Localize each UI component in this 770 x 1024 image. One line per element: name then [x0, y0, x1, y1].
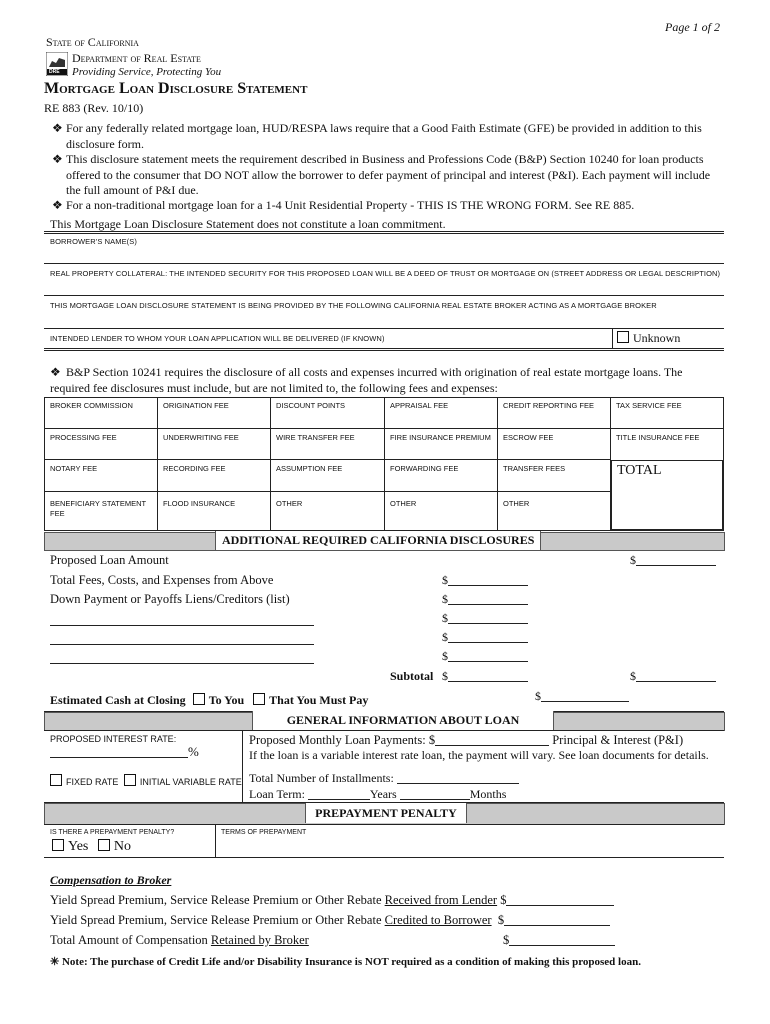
loan-term-label: Loan Term:: [249, 787, 305, 801]
fee-title-insurance[interactable]: TITLE INSURANCE FEE: [616, 433, 700, 442]
checkbox-icon: [617, 331, 629, 343]
subtotal-amount[interactable]: $: [442, 669, 528, 684]
rate-type: [50, 774, 242, 787]
fee-other-1[interactable]: OTHER: [276, 499, 303, 508]
is-there-penalty-label: IS THERE A PREPAYMENT PENALTY?: [50, 829, 175, 836]
borrower-label: BORROWER'S NAME(S): [50, 237, 137, 246]
total-fees-amount[interactable]: $: [442, 573, 528, 588]
form-number: RE 883 (Rev. 10/10): [44, 101, 144, 115]
fee-assumption[interactable]: ASSUMPTION FEE: [276, 464, 343, 473]
yes-checkbox[interactable]: [52, 839, 64, 851]
fee-other-2[interactable]: OTHER: [390, 499, 417, 508]
percent-sign: %: [188, 744, 199, 759]
fee-flood-insurance[interactable]: FLOOD INSURANCE: [163, 499, 236, 508]
borrower-field[interactable]: [44, 248, 724, 262]
bullet-3: ❖ For a non-traditional mortgage loan for a 1-4 Unit Residential Property - THIS IS THE WRONG FORM. See RE 885.: [52, 198, 635, 212]
prepayment-heading: PREPAYMENT PENALTY: [305, 803, 467, 823]
comp-field-3[interactable]: $: [503, 933, 615, 948]
creditor-amount-3[interactable]: $: [442, 649, 528, 664]
comp-line-2: Yield Spread Premium, Service Release Premium or Other Rebate Credited to Borrower $: [50, 913, 610, 928]
monthly-payments[interactable]: [249, 733, 683, 748]
compensation-heading: Compensation to Broker: [50, 873, 172, 887]
general-heading: GENERAL INFORMATION ABOUT LOAN: [252, 711, 554, 730]
comp-line-1: Yield Spread Premium, Service Release Premium or Other Rebate Received from Lender $: [50, 893, 614, 908]
collateral-field[interactable]: [44, 280, 724, 294]
variable-rate-checkbox[interactable]: [124, 774, 136, 786]
yes-label: Yes: [68, 839, 89, 854]
insurance-note: ✳ Note: The purchase of Credit Life and/or Disability Insurance is NOT required as a condition of making this proposed loan.: [50, 956, 641, 968]
total-fees-label: Total Fees, Costs, and Expenses from Above: [50, 573, 274, 587]
creditor-line-1[interactable]: [50, 625, 314, 626]
creditor-amount-1[interactable]: $: [442, 611, 528, 626]
creditor-line-2[interactable]: [50, 644, 314, 645]
fee-appraisal[interactable]: APPRAISAL FEE: [390, 401, 449, 410]
department-name: Department of Real Estate: [72, 51, 201, 65]
fee-beneficiary-statement[interactable]: BENEFICIARY STATEMENT FEE: [50, 499, 146, 518]
bullet-icon: ❖: [52, 152, 63, 166]
unknown-label: Unknown: [633, 331, 681, 345]
fee-forwarding[interactable]: FORWARDING FEE: [390, 464, 459, 473]
interest-rate-label: PROPOSED INTEREST RATE:: [50, 734, 177, 744]
form-title: Mortgage Loan Disclosure Statement: [44, 80, 308, 97]
penalty-options: [52, 839, 131, 855]
fee-recording[interactable]: RECORDING FEE: [163, 464, 226, 473]
estimated-cash-amount[interactable]: $: [535, 689, 629, 704]
months-label: Months: [469, 787, 507, 801]
subtotal-right-amount[interactable]: $: [630, 669, 716, 684]
installments[interactable]: [249, 771, 519, 786]
fee-origination[interactable]: ORIGINATION FEE: [163, 401, 229, 410]
fee-processing[interactable]: PROCESSING FEE: [50, 433, 117, 442]
fixed-rate-label: FIXED RATE: [66, 777, 119, 787]
fee-underwriting[interactable]: UNDERWRITING FEE: [163, 433, 239, 442]
terms-prepayment-label: TERMS OF PREPAYMENT: [221, 829, 307, 836]
loan-term[interactable]: [249, 787, 506, 802]
lender-label: INTENDED LENDER TO WHOM YOUR LOAN APPLICATION WILL BE DELIVERED (IF KNOWN): [50, 334, 385, 343]
variable-note: If the loan is a variable interest rate loan, the payment will vary. See loan documents for details.: [249, 748, 709, 762]
total-label: TOTAL: [617, 463, 662, 478]
fixed-rate-checkbox[interactable]: [50, 774, 62, 786]
interest-rate-field[interactable]: [50, 744, 199, 760]
dre-logo: [46, 52, 68, 76]
subtotal-label: Subtotal: [390, 669, 434, 683]
comp-field-2[interactable]: [504, 913, 610, 926]
tagline: Providing Service, Protecting You: [72, 66, 222, 78]
fee-credit-reporting[interactable]: CREDIT REPORTING FEE: [503, 401, 594, 410]
collateral-label: REAL PROPERTY COLLATERAL: THE INTENDED SECURITY FOR THIS PROPOSED LOAN WILL BE A DEED OF TRUST OR MORTGAGE ON (STREET ADDRESS OR LEGAL DESCRIPTION): [50, 269, 721, 278]
fee-other-3[interactable]: OTHER: [503, 499, 530, 508]
installments-label: Total Number of Installments:: [249, 771, 394, 785]
fee-transfer[interactable]: TRANSFER FEES: [503, 464, 566, 473]
comp-field-1[interactable]: [506, 893, 614, 906]
proposed-loan-label: Proposed Loan Amount: [50, 553, 169, 567]
fee-notary[interactable]: NOTARY FEE: [50, 464, 98, 473]
down-payment-label: Down Payment or Payoffs Liens/Creditors (list): [50, 592, 290, 606]
creditor-line-3[interactable]: [50, 663, 314, 664]
no-label: No: [113, 839, 131, 854]
not-commitment: This Mortgage Loan Disclosure Statement does not constitute a loan commitment.: [50, 217, 446, 231]
bullet-icon: ❖: [50, 365, 61, 379]
bullet-icon: ❖: [52, 198, 63, 212]
variable-rate-label: INITIAL VARIABLE RATE: [139, 777, 242, 787]
monthly-payments-label: Proposed Monthly Loan Payments: $: [249, 733, 436, 747]
asterisk-icon: ✳: [50, 956, 60, 968]
logo-text: DRE: [49, 69, 60, 75]
you-must-pay-label: That You Must Pay: [269, 693, 369, 707]
fee-fire-insurance[interactable]: FIRE INSURANCE PREMIUM: [390, 433, 491, 442]
no-checkbox[interactable]: [98, 839, 110, 851]
years-label: Years: [369, 787, 397, 801]
additional-heading: ADDITIONAL REQUIRED CALIFORNIA DISCLOSURES: [215, 531, 541, 550]
comp-line-3: Total Amount of Compensation Retained by Broker: [50, 933, 309, 947]
bullet-icon: ❖: [52, 121, 63, 135]
principal-interest-label: Principal & Interest (P&I): [552, 733, 684, 747]
to-you-label: To You: [208, 693, 245, 707]
unknown-checkbox[interactable]: [617, 331, 680, 346]
fee-wire-transfer[interactable]: WIRE TRANSFER FEE: [276, 433, 355, 442]
fee-broker-commission[interactable]: BROKER COMMISSION: [50, 401, 133, 410]
broker-label: THIS MORTGAGE LOAN DISCLOSURE STATEMENT IS BEING PROVIDED BY THE FOLLOWING CALIFORNIA REAL ESTATE BROKER ACTING AS A MORTGAGE BROKER: [50, 301, 657, 310]
to-you-checkbox[interactable]: [193, 693, 205, 705]
state-name: State of California: [46, 35, 139, 49]
bullet-1: ❖ For any federally related mortgage loan, HUD/RESPA laws require that a Good Faith Estimate (GFE) be provided in addition to this disclosure form.: [52, 121, 702, 151]
fees-grid: [44, 397, 724, 531]
fee-discount-points[interactable]: DISCOUNT POINTS: [276, 401, 346, 410]
fee-escrow[interactable]: ESCROW FEE: [503, 433, 554, 442]
page-number: Page 1 of 2: [665, 20, 720, 34]
fee-tax-service[interactable]: TAX SERVICE FEE: [616, 401, 682, 410]
fees-intro: ❖ B&P Section 10241 requires the disclosure of all costs and expenses incurred with origination of real estate mortgage loans. The required fee disclosures must include, but are not limited to, the following fees and expenses:: [50, 365, 683, 395]
estimated-cash-label: Estimated Cash at Closing: [50, 693, 186, 707]
bullet-2: ❖ This disclosure statement meets the requirement described in Business and Professions Code (B&P) Section 10240 for loan products offered to the consumer that DO NOT allow the borrower to defer payment of principal and interest (P&I). Each payment will include the full amount of P&I due.: [52, 152, 711, 197]
estimated-cash: [50, 693, 368, 708]
down-payment-amount[interactable]: $: [442, 592, 528, 607]
proposed-loan-amount[interactable]: $: [630, 553, 716, 568]
you-must-pay-checkbox[interactable]: [253, 693, 265, 705]
broker-field[interactable]: [44, 312, 724, 326]
creditor-amount-2[interactable]: $: [442, 630, 528, 645]
